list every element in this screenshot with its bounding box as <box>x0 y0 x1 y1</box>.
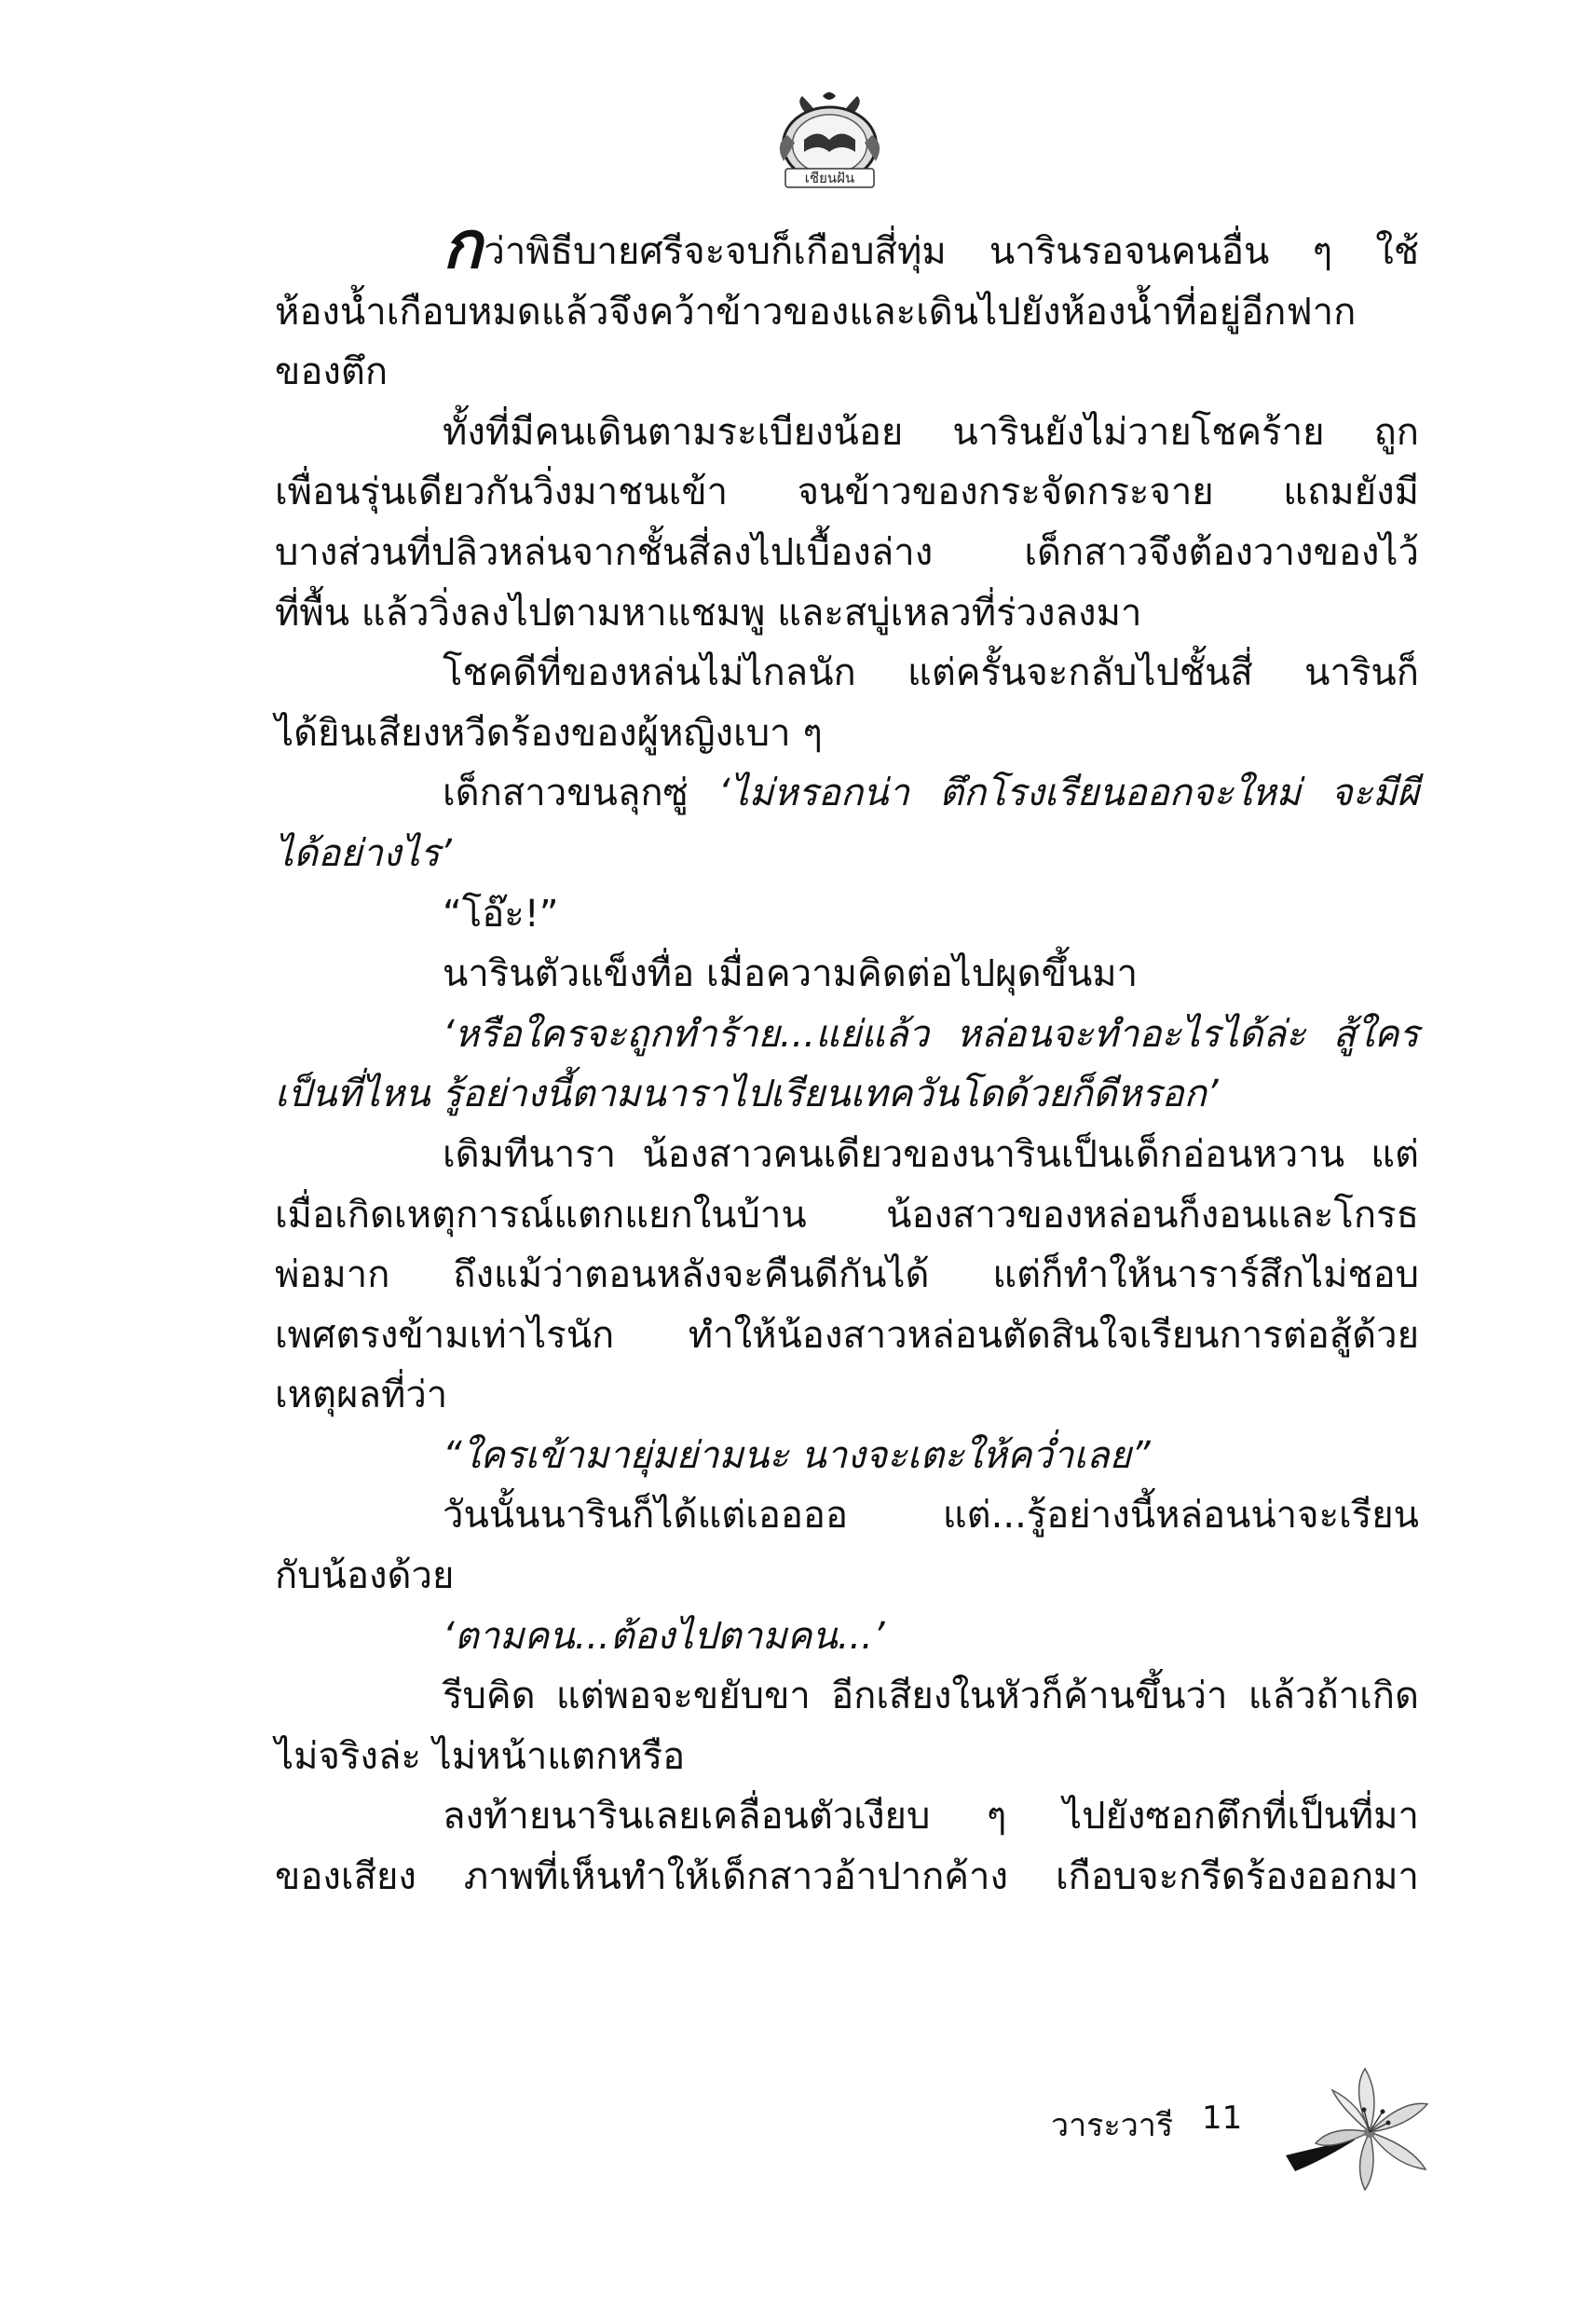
text-line: วันนั้นนารินก็ได้แต่เออออ แต่...รู้อย่างนี้หล่อนน่าจะเรียน <box>443 1494 1419 1538</box>
text-line: เมื่อเกิดเหตุการณ์แตกแยกในบ้าน น้องสาวของหล่อนก็งอนและโกรธ <box>275 1193 1419 1237</box>
italic-thought: ‘หรือใครจะถูกทำร้าย...แย่แล้ว หล่อนจะทำอะไรได้ล่ะ สู้ใคร <box>443 1012 1419 1056</box>
text-line: เดิมทีนารา น้องสาวคนเดียวของนารินเป็นเด็กอ่อนหวาน แต่ <box>443 1132 1419 1176</box>
paragraph-mixed <box>275 763 1419 824</box>
text-line: บางส่วนที่ปลิวหล่นจากชั้นสี่ลงไปเบื้องล่าง เด็กสาวจึงต้องวางของไว้ <box>275 530 1419 574</box>
text-line: เพศตรงข้ามเท่าไรนัก ทำให้น้องสาวหล่อนตัดสินใจเรียนการต่อสู้ด้วย <box>275 1313 1419 1357</box>
text-line: ของเสียง ภาพที่เห็นทำให้เด็กสาวอ้าปากค้าง เกือบจะกรีดร้องออกมา <box>275 1855 1419 1899</box>
text-line: เหตุผลที่ว่า <box>275 1374 448 1417</box>
drop-cap: ก <box>443 207 483 283</box>
lily-flower-icon <box>1267 2067 1444 2197</box>
text-line: กับน้องด้วย <box>275 1554 455 1598</box>
italic-thought: ได้อย่างไร’ <box>275 831 452 875</box>
paragraph-1 <box>275 207 1419 283</box>
story-text <box>275 207 1419 1908</box>
italic-thought: ‘ตามคน...ต้องไปตามคน...’ <box>443 1614 885 1658</box>
text-line: พ่อมาก ถึงแม้ว่าตอนหลังจะคืนดีกันได้ แต่ก็ทำให้นาราร์สึกไม่ชอบ <box>275 1253 1419 1297</box>
text-line: ของตึก <box>275 350 389 394</box>
italic-thought: เป็นที่ไหน รู้อย่างนี้ตามนาราไปเรียนเทควันโดด้วยก็ดีหรอก’ <box>275 1073 1219 1116</box>
text-line: นารินตัวแข็งทื่อ เมื่อความคิดต่อไปผุดขึ้นมา <box>443 952 1139 996</box>
emblem-text: เชียนฝัน <box>804 170 855 186</box>
text-line: รีบคิด แต่พอจะขยับขา อีกเสียงในหัวก็ค้านขึ้นว่า แล้วถ้าเกิด <box>443 1675 1419 1718</box>
footer-book-title: วาระวารี <box>1051 2107 1174 2144</box>
text-line: โชคดีที่ของหล่นไม่ไกลนัก แต่ครั้นจะกลับไปชั้นสี่ นารินก็ <box>443 651 1419 695</box>
header-emblem-logo <box>767 89 893 191</box>
text-line: ห้องน้ำเกือบหมดแล้วจึงคว้าข้าวของและเดินไปยังห้องน้ำที่อยู่อีกฟาก <box>275 290 1357 334</box>
text-line: ว่าพิธีบายศรีจะจบก็เกือบสี่ทุ่ม นารินรอจนคนอื่น ๆ ใช้ <box>484 230 1419 273</box>
dialogue-line: “โอ๊ะ!” <box>443 892 559 936</box>
text-line: ไม่จริงล่ะ ไม่หน้าแตกหรือ <box>275 1734 686 1778</box>
text-line: เด็กสาวขนลุกซู่ <box>443 772 718 815</box>
text-line: ทั้งที่มีคนเดินตามระเบียงน้อย นารินยังไม่วายโชคร้าย ถูก <box>443 410 1419 454</box>
page-number: 11 <box>1202 2099 1243 2137</box>
italic-thought: ‘ไม่หรอกน่า ตึกโรงเรียนออกจะใหม่ จะมีผี <box>717 772 1419 815</box>
text-line: ลงท้ายนารินเลยเคลื่อนตัวเงียบ ๆ ไปยังซอกตึกที่เป็นที่มา <box>443 1795 1419 1839</box>
text-line: ได้ยินเสียงหวีดร้องของผู้หญิงเบา ๆ <box>275 711 823 755</box>
text-line: เพื่อนรุ่นเดียวกันวิ่งมาชนเข้า จนข้าวของกระจัดกระจาย แถมยังมี <box>275 471 1419 514</box>
italic-dialogue: “ใครเข้ามายุ่มย่ามนะ นางจะเตะให้คว่ำเลย” <box>443 1433 1151 1477</box>
text-line: ที่พื้น แล้ววิ่งลงไปตามหาแชมพู และสบู่เหลวที่ร่วงลงมา <box>275 591 1142 635</box>
